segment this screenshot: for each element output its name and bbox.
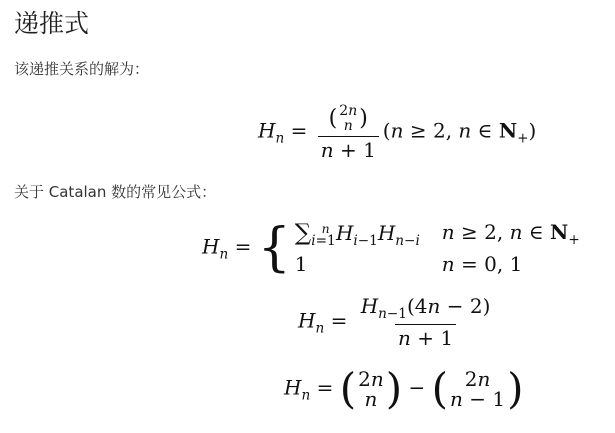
formula-recurrence-cases: $H_n$ = { $\sum_{i=1}^n$ $H_{i-1}H_{n-i}$ n ≥ 2, n ∈ $N_+$ 1 n = 0, 1	[202, 218, 580, 279]
formula-solution: $H_n$ = ( 2n n ) n + 1 (n ≥ 2, n ∈ $N_+$)	[258, 103, 537, 163]
fraction: ( 2n n ) n + 1	[318, 104, 379, 160]
fraction: $\frac{H_{n-1}(4n - 2)}{n + 1}$	[360, 294, 491, 351]
catalan-paragraph: 关于 Catalan 数的常见公式：	[14, 183, 217, 201]
binomial: ( 2n n )	[339, 364, 403, 413]
intro-paragraph: 该递推关系的解为：	[14, 60, 150, 78]
cases-block: { $\sum_{i=1}^n$ $H_{i-1}H_{n-i}$ n ≥ 2, n ∈ $N_+$ 1 n = 0, 1	[257, 218, 580, 279]
binomial: ( 2n n )	[328, 103, 368, 134]
section-heading: 递推式	[14, 9, 90, 38]
binomial: ( 2n n − 1 )	[431, 364, 524, 413]
formula-binomial-difference: $H_n$ = ( 2n n ) − ( 2n n − 1 )	[284, 364, 524, 413]
formula-fraction: $H_n$ = $\frac{H_{n-1}(4n - 2)}{n + 1}$	[298, 296, 497, 348]
